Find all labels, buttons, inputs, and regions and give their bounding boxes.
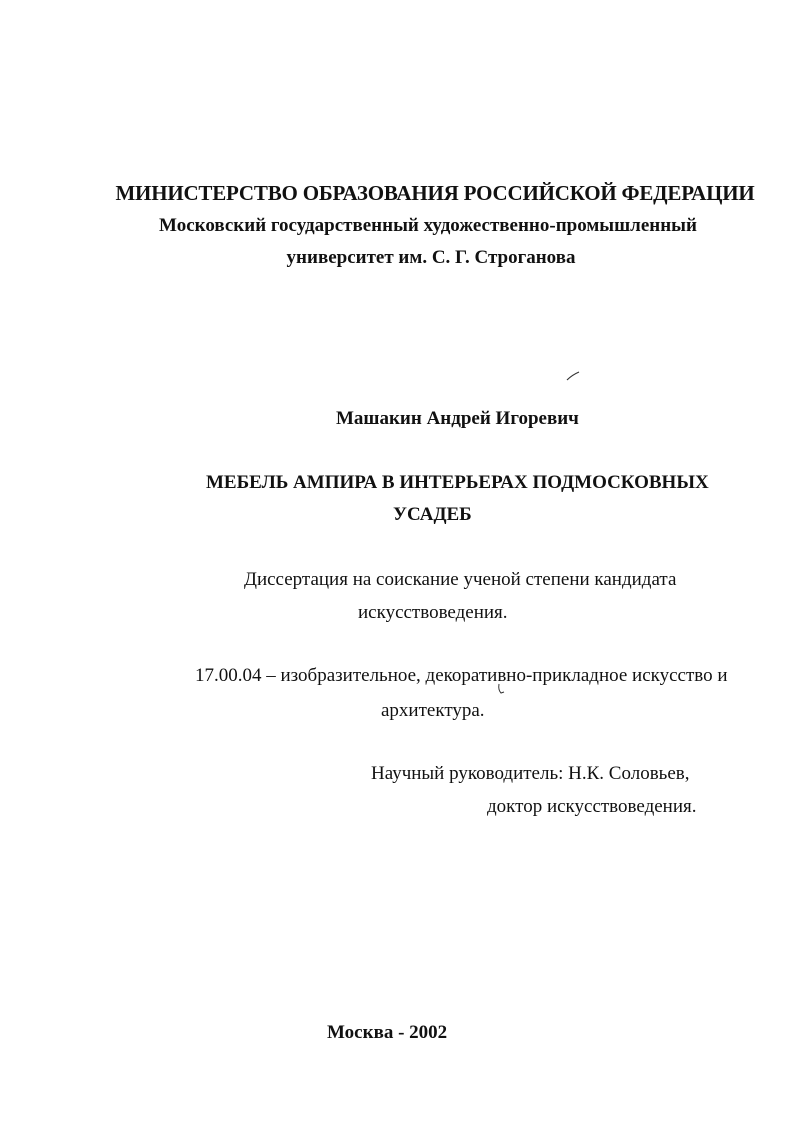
specialty-line1: 17.00.04 – изобразительное, декоративно-прикладное искусство и bbox=[195, 665, 728, 686]
dissertation-title-line1: МЕБЕЛЬ АМПИРА В ИНТЕРЬЕРАХ ПОДМОСКОВНЫХ bbox=[206, 472, 709, 493]
ministry-heading: МИНИСТЕРСТВО ОБРАЗОВАНИЯ РОССИЙСКОЙ ФЕДЕРАЦИИ bbox=[115, 181, 755, 205]
city-year: Москва - 2002 bbox=[327, 1022, 448, 1043]
author-name: Машакин Андрей Игоревич bbox=[336, 408, 579, 429]
supervisor-line1: Научный руководитель: Н.К. Соловьев, bbox=[371, 763, 690, 784]
dissertation-type-line1: Диссертация на соискание ученой степени кандидата bbox=[244, 569, 677, 590]
dissertation-title-line2: УСАДЕБ bbox=[393, 504, 472, 525]
scan-pen-mark-icon bbox=[497, 683, 505, 695]
scan-pen-mark-icon bbox=[566, 370, 580, 382]
dissertation-type-line2: искусствоведения. bbox=[358, 602, 508, 623]
specialty-line2: архитектура. bbox=[381, 700, 485, 721]
university-name-line1: Московский государственный художественно-промышленный bbox=[159, 215, 697, 236]
university-name-line2: университет им. С. Г. Строганова bbox=[286, 247, 576, 268]
supervisor-line2: доктор искусствоведения. bbox=[487, 796, 697, 817]
